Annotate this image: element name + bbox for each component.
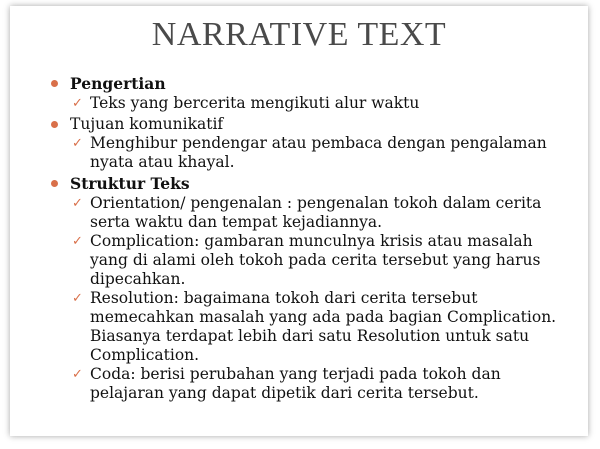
section-heading xyxy=(48,115,562,134)
section-heading xyxy=(48,174,562,194)
sub-bullet xyxy=(48,94,562,113)
sub-bullet xyxy=(48,289,562,365)
sub-bullet xyxy=(48,134,562,172)
sub-bullet-text: Teks yang bercerita mengikuti alur waktu xyxy=(90,94,420,112)
sub-bullet-text: Complication: gambaran munculnya krisis atau masalah yang di alami oleh tokoh pada cerita tersebut yang harus dipecahkan. xyxy=(90,232,541,288)
section-heading xyxy=(48,74,562,94)
bullet-icon xyxy=(51,180,58,187)
checkmark-icon: ✓ xyxy=(72,96,83,111)
slide xyxy=(10,6,588,436)
section-heading-text: Tujuan komunikatif xyxy=(70,115,224,133)
bullet-icon xyxy=(51,80,58,87)
bullet-icon xyxy=(51,121,58,128)
section-heading-text: Struktur Teks xyxy=(70,174,190,193)
section-heading-text: Pengertian xyxy=(70,74,166,93)
slide-content xyxy=(48,72,562,403)
sub-bullet xyxy=(48,194,562,232)
checkmark-icon: ✓ xyxy=(72,136,83,151)
sub-bullet-text: Menghibur pendengar atau pembaca dengan pengalaman nyata atau khayal. xyxy=(90,134,547,171)
checkmark-icon: ✓ xyxy=(72,196,83,211)
sub-bullet-text: Orientation/ pengenalan : pengenalan tokoh dalam cerita serta waktu dan tempat kejadiannya. xyxy=(90,194,542,231)
checkmark-icon: ✓ xyxy=(72,367,83,382)
sub-bullet xyxy=(48,365,562,403)
sub-bullet-text: Coda: berisi perubahan yang terjadi pada tokoh dan pelajaran yang dapat dipetik dari cerita tersebut. xyxy=(90,365,501,402)
sub-bullet xyxy=(48,232,562,289)
checkmark-icon: ✓ xyxy=(72,291,83,306)
slide-title: NARRATIVE TEXT xyxy=(151,16,447,53)
sub-bullet-text: Resolution: bagaimana tokoh dari cerita tersebut memecahkan masalah yang ada pada bagian Complication. Biasanya terdapat lebih dari satu Resolution untuk satu Complication. xyxy=(90,289,557,364)
checkmark-icon: ✓ xyxy=(72,234,83,249)
